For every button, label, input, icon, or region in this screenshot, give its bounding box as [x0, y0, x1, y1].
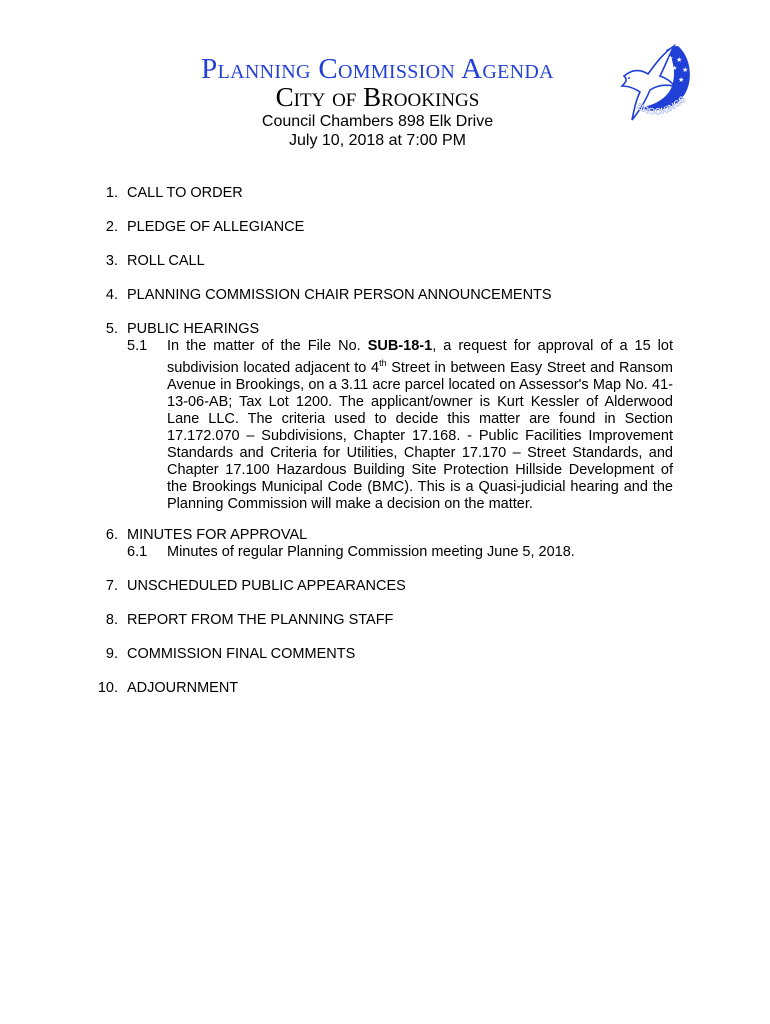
agenda-item-number: 9. [105, 646, 118, 662]
agenda-item-label: PUBLIC HEARINGS [127, 321, 260, 337]
agenda-item-number: 7. [105, 578, 118, 594]
agenda-item-number: 3. [105, 253, 118, 269]
agenda-item-number: 2. [105, 219, 118, 235]
city-title: City of Brookings [275, 82, 480, 112]
svg-text:★: ★ [672, 65, 678, 72]
agenda-item-label: ADJOURNMENT [127, 680, 239, 696]
file-number: SUB-18-1 [367, 338, 433, 354]
agenda-item-number: 10. [97, 680, 118, 696]
ordinal-superscript: th [379, 358, 387, 368]
agenda-item-number: 8. [105, 612, 118, 628]
meeting-location: Council Chambers 898 Elk Drive [261, 113, 494, 130]
agenda-item-label: UNSCHEDULED PUBLIC APPEARANCES [127, 578, 406, 594]
subitem-number-text: 5.1 [127, 338, 148, 354]
agenda-item-label: MINUTES FOR APPROVAL [127, 527, 308, 543]
meeting-datetime: July 10, 2018 at 7:00 PM [289, 132, 466, 149]
svg-text:★: ★ [682, 66, 689, 74]
logo-text: BROOKINGS [635, 93, 688, 117]
agenda-item-label: CALL TO ORDER [127, 185, 243, 201]
agenda-item-label: COMMISSION FINAL COMMENTS [127, 646, 356, 662]
hearing-intro: In the matter of the File No. [167, 338, 368, 354]
subitem-number-text: 6.1 [127, 544, 148, 560]
agenda-item-number: 1. [105, 185, 118, 201]
agenda-item-label: REPORT FROM THE PLANNING STAFF [127, 612, 394, 628]
agenda-item-number: 5. [105, 321, 118, 337]
hearing-text-b: Street in between Easy Street and Ransom Avenue in Brookings, on a 3.11 acre parcel located on Assessor's Map No. 41-13-06-AB; Tax Lot 1200. The applicant/owner is Kurt Kessler of Alderwood Lane LLC. The criteria used to decide this matter are found in Section 17.172.070 – Subdivisions, Chapter 17.168. - Public Facilities Improvement Standards and Criteria for Utilities, Chapter 17.170 – Street Standards, and Chapter 17.100 Hazardous Building Site Protection Hillside Development of the Brookings Municipal Code (BMC). This is a Quasi-judicial hearing and the Planning Commission will make a decision on the matter. [167, 359, 673, 512]
agenda-item-label: ROLL CALL [127, 253, 205, 269]
agenda-item-label: PLEDGE OF ALLEGIANCE [127, 219, 305, 235]
agenda-item-number: 4. [105, 287, 118, 303]
page-title: Planning Commission Agenda [201, 53, 554, 85]
hearing-text-a: , a request for approval of a 15 lot subdivision located adjacent to 4 [167, 338, 673, 376]
svg-text:★: ★ [668, 55, 674, 62]
svg-text:★: ★ [676, 56, 683, 64]
minutes-text: Minutes of regular Planning Commission meeting June 5, 2018. [167, 544, 575, 560]
city-logo [620, 40, 692, 130]
agenda-item-label: PLANNING COMMISSION CHAIR PERSON ANNOUNCEMENTS [127, 287, 552, 303]
public-hearing-paragraph [167, 338, 673, 513]
svg-text:★: ★ [678, 76, 685, 84]
agenda-item-number: 6. [105, 527, 118, 543]
